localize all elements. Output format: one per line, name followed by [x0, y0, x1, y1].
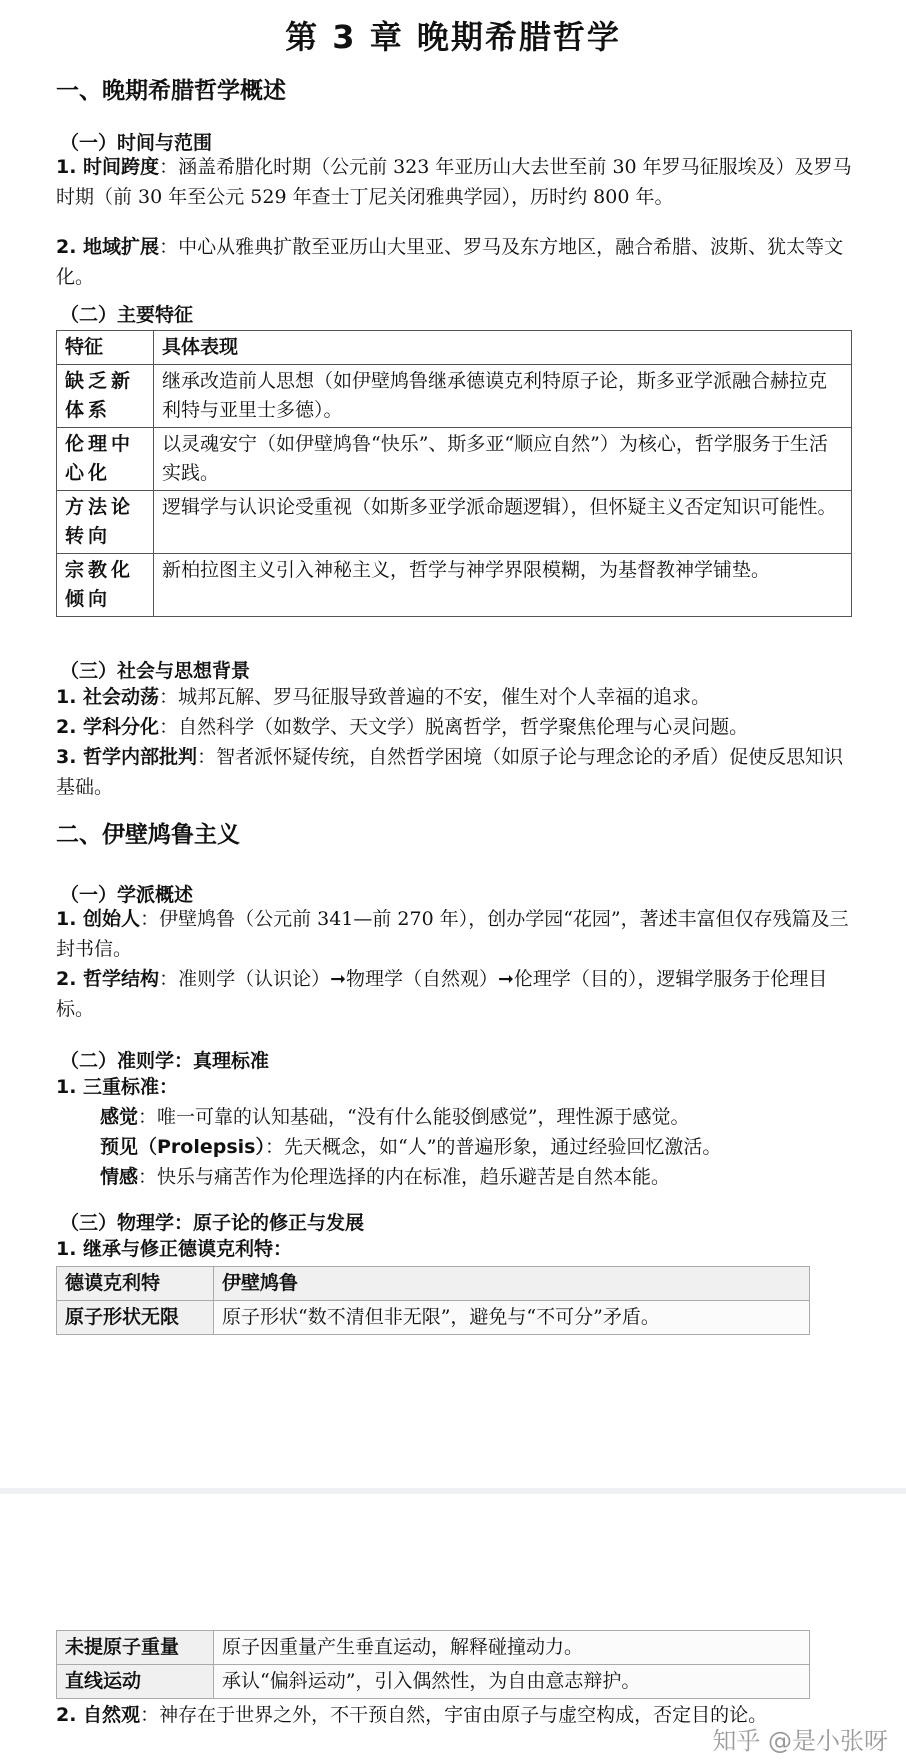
- item-label: 3. 哲学内部批判: [56, 746, 198, 768]
- item-text: ：神存在于世界之外，不干预自然，宇宙由原子与虚空构成，否定目的论。: [140, 1704, 768, 1726]
- paragraph-critique: [56, 742, 856, 802]
- subheading-school: （一）学派概述: [60, 884, 194, 906]
- subheading-background: （三）社会与思想背景: [60, 660, 251, 682]
- feature-detail: 继承改造前人思想（如伊壁鸠鲁继承德谟克利特原子论，斯多亚学派融合赫拉克利特与亚里士多德）。: [154, 365, 852, 428]
- item-text: ：伊壁鸠鲁（公元前 341—前 270 年），创办学园“花园”，著述丰富但仅存残篇及三封书信。: [56, 908, 849, 960]
- paragraph-structure: [56, 964, 856, 1024]
- item-text: ：涵盖希腊化时期（公元前 323 年亚历山大去世至前 30 年罗马征服埃及）及罗马时期（前 30 年至公元 529 年查士丁尼关闭雅典学园），历时约 800 年。: [56, 156, 852, 208]
- column-header: 特征: [57, 331, 154, 365]
- item-text: ：中心从雅典扩散至亚历山大里亚、罗马及东方地区，融合希腊、波斯、犹太等文化。: [56, 236, 844, 288]
- table-row: [57, 491, 852, 554]
- chapter-title: 第 3 章 晚期希腊哲学: [285, 18, 621, 56]
- item-label: 2. 学科分化: [56, 716, 160, 738]
- item-label: 1. 创始人: [56, 908, 141, 930]
- feature-name: 方法论转向: [57, 491, 154, 554]
- criterion-feelings: [100, 1162, 870, 1192]
- item-text: ：唯一可靠的认知基础，“没有什么能驳倒感觉”，理性源于感觉。: [138, 1106, 690, 1128]
- paragraph-region: [56, 232, 856, 292]
- item-label: 感觉: [100, 1106, 139, 1128]
- feature-detail: 以灵魂安宁（如伊壁鸠鲁“快乐”、斯多亚“顺应自然”）为核心，哲学服务于生活实践。: [154, 428, 852, 491]
- item-text: ：城邦瓦解、罗马征服导致普遍的不安，催生对个人幸福的追求。: [159, 686, 711, 708]
- democritus-cell: 直线运动: [57, 1665, 214, 1699]
- paragraph-social: [56, 682, 856, 712]
- column-header: 具体表现: [154, 331, 852, 365]
- feature-detail: 新柏拉图主义引入神秘主义，哲学与神学界限模糊，为基督教神学铺垫。: [154, 554, 852, 617]
- atomism-table: [56, 1266, 810, 1335]
- item-text: ：准则学（认识论）➞物理学（自然观）➞伦理学（目的），逻辑学服务于伦理目标。: [56, 968, 828, 1020]
- feature-name: 伦理中心化: [57, 428, 154, 491]
- item-label: 2. 自然观: [56, 1704, 141, 1726]
- table-row: [57, 1665, 810, 1699]
- subheading-physics: （三）物理学：原子论的修正与发展: [60, 1212, 365, 1234]
- paragraph-time-span: [56, 152, 856, 212]
- features-table: [56, 330, 852, 617]
- feature-detail: 逻辑学与认识论受重视（如斯多亚学派命题逻辑），但怀疑主义否定知识可能性。: [154, 491, 852, 554]
- paragraph-three-criteria: [56, 1072, 856, 1102]
- table-header-row: [57, 331, 852, 365]
- feature-name: 缺乏新体系: [57, 365, 154, 428]
- paragraph-disciplines: [56, 712, 856, 742]
- zhihu-watermark: 知乎 @是小张呀: [712, 1727, 888, 1755]
- epicurus-cell: 原子形状“数不清但非无限”，避免与“不可分”矛盾。: [214, 1301, 810, 1335]
- column-header: 德谟克利特: [57, 1267, 214, 1301]
- table-row: [57, 428, 852, 491]
- feature-name: 宗教化倾向: [57, 554, 154, 617]
- item-label: 情感: [100, 1166, 139, 1188]
- item-text: ：先天概念，如“人”的普遍形象，通过经验回忆激活。: [264, 1136, 722, 1158]
- section-heading-epicureanism: 二、伊壁鸠鲁主义: [56, 822, 240, 848]
- section-heading-overview: 一、晚期希腊哲学概述: [56, 78, 286, 104]
- table-row: [57, 1631, 810, 1665]
- paragraph-founder: [56, 904, 856, 964]
- criterion-sensation: [100, 1102, 870, 1132]
- subheading-features: （二）主要特征: [60, 304, 194, 326]
- column-header: 伊壁鸠鲁: [214, 1267, 810, 1301]
- page-separator: [0, 1488, 906, 1494]
- item-text: ：智者派怀疑传统，自然哲学困境（如原子论与理念论的矛盾）促使反思知识基础。: [56, 746, 844, 798]
- table-row: [57, 554, 852, 617]
- paragraph-inherit: [56, 1234, 856, 1264]
- item-label: 2. 哲学结构: [56, 968, 160, 990]
- epicurus-cell: 承认“偏斜运动”，引入偶然性，为自由意志辩护。: [214, 1665, 810, 1699]
- table-header-row: [57, 1267, 810, 1301]
- epicurus-cell: 原子因重量产生垂直运动，解释碰撞动力。: [214, 1631, 810, 1665]
- subheading-canonic: （二）准则学：真理标准: [60, 1050, 270, 1072]
- item-label: 1. 社会动荡: [56, 686, 160, 708]
- table-row: [57, 1301, 810, 1335]
- democritus-cell: 原子形状无限: [57, 1301, 214, 1335]
- atomism-table-continued: [56, 1630, 810, 1699]
- table-row: [57, 365, 852, 428]
- item-text: ：快乐与痛苦作为伦理选择的内在标准，趋乐避苦是自然本能。: [138, 1166, 671, 1188]
- item-label: 1. 三重标准：: [56, 1076, 179, 1098]
- item-text: ：自然科学（如数学、天文学）脱离哲学，哲学聚焦伦理与心灵问题。: [159, 716, 749, 738]
- item-label: 1. 继承与修正德谟克利特：: [56, 1238, 293, 1260]
- criterion-prolepsis: [100, 1132, 870, 1162]
- democritus-cell: 未提原子重量: [57, 1631, 214, 1665]
- subheading-time-scope: （一）时间与范围: [60, 132, 213, 154]
- item-label: 预见（Prolepsis）: [100, 1136, 265, 1158]
- item-label: 2. 地域扩展: [56, 236, 160, 258]
- item-label: 1. 时间跨度: [56, 156, 160, 178]
